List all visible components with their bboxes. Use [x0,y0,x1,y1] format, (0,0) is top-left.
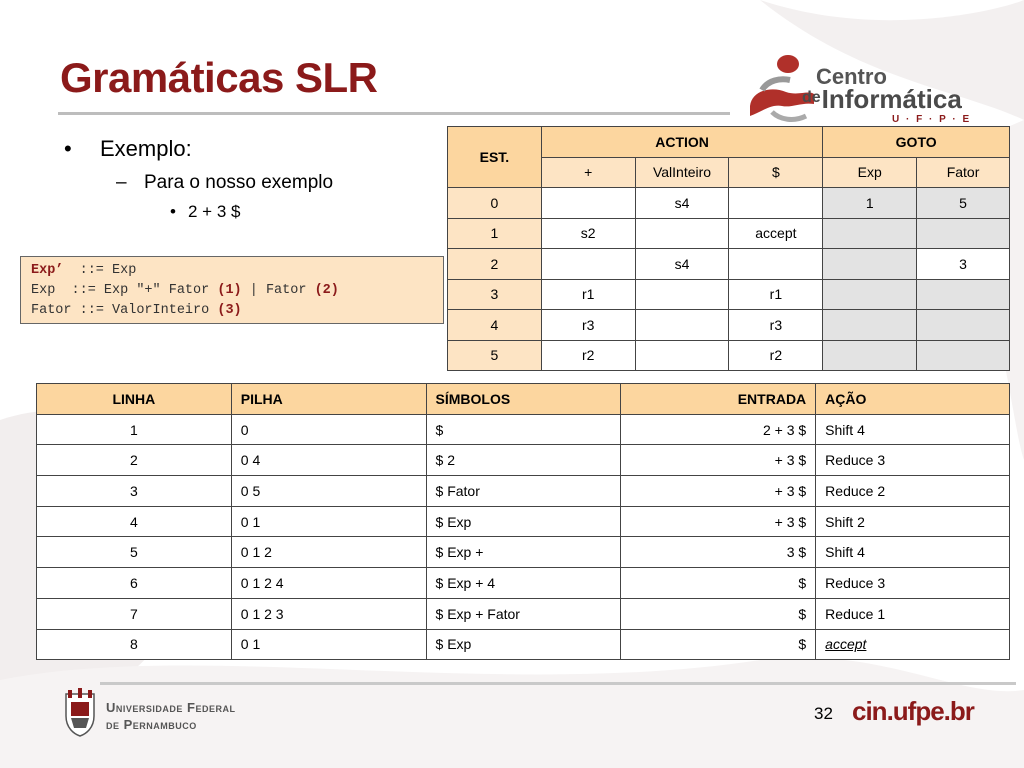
parse-table-row [448,249,1010,280]
state-cell: 1 [448,218,542,249]
ufpe-name-line2: de Pernambuco [106,717,197,732]
title-divider [58,112,730,115]
slide-title: Gramáticas SLR [60,54,378,101]
simbolos-cell: $ Exp [426,506,621,537]
action-cell: s4 [635,249,729,280]
ufpe-name [106,699,235,733]
goto-col-fator: Fator [917,157,1010,188]
simbolos-cell: $ Fator [426,476,621,507]
goto-cell [917,279,1010,310]
action-cell [635,310,729,341]
state-cell: 2 [448,249,542,280]
state-cell: 0 [448,188,542,219]
goto-cell [823,340,917,371]
state-cell: 3 [448,279,542,310]
entrada-cell: + 3 $ [621,506,816,537]
action-cell [541,249,635,280]
goto-header: GOTO [823,127,1010,158]
logo-de: de [802,89,821,106]
parse-table-header-row [448,127,1010,158]
linha-cell: 3 [37,476,232,507]
goto-cell [823,249,917,280]
trace-header-row [37,384,1010,415]
simbolos-cell: $ Exp [426,629,621,660]
trace-row [37,506,1010,537]
grammar-lhs-2: Exp [31,283,72,298]
site-url: cin.ufpe.br [852,696,974,726]
ufpe-emblem-icon [60,688,100,738]
action-cell: s4 [635,188,729,219]
pilha-cell: 0 1 [231,506,426,537]
acao-cell: Reduce 2 [816,476,1010,507]
parse-table-row [448,188,1010,219]
ufpe-name-line1: Universidade Federal [106,700,236,715]
action-col-dollar: $ [729,157,823,188]
parse-table-row [448,279,1010,310]
acao-cell [816,629,1010,660]
grammar-rule-3 [31,301,443,321]
grammar-lhs-1: Exp’ [31,263,64,278]
state-cell: 4 [448,310,542,341]
simbolos-cell: $ [426,414,621,445]
simbolos-cell: $ Exp + 4 [426,568,621,599]
header-linha: LINHA [37,384,232,415]
action-cell [541,188,635,219]
action-cell: r1 [541,279,635,310]
est-header: EST. [448,127,542,188]
trace-row [37,476,1010,507]
goto-cell [917,310,1010,341]
entrada-cell: + 3 $ [621,445,816,476]
trace-row [37,629,1010,660]
slr-parse-table [447,126,1010,371]
pilha-cell: 0 5 [231,476,426,507]
trace-row [37,537,1010,568]
logo-line-centro: Centro [816,64,887,89]
parse-table-row [448,218,1010,249]
grammar-rhs-1: ::= Exp [79,263,137,278]
action-cell: r3 [729,310,823,341]
footer-divider [100,682,1016,685]
linha-cell: 1 [37,414,232,445]
action-cell: accept [729,218,823,249]
goto-cell [823,218,917,249]
goto-cell [823,310,917,341]
simbolos-cell: $ Exp + Fator [426,598,621,629]
acao-cell: Reduce 3 [816,568,1010,599]
logo-informatica: Informática [821,84,962,114]
linha-cell: 7 [37,598,232,629]
simbolos-cell: $ Exp + [426,537,621,568]
entrada-cell: $ [621,568,816,599]
grammar-rule-1 [31,261,443,281]
action-cell: r2 [541,340,635,371]
header-entrada: ENTRADA [621,384,816,415]
bullet-list [60,132,333,222]
trace-row [37,598,1010,629]
pilha-cell: 0 [231,414,426,445]
trace-row [37,414,1010,445]
page-number: 32 [814,704,833,723]
parse-table-row [448,340,1010,371]
linha-cell: 6 [37,568,232,599]
acao-cell: Reduce 3 [816,445,1010,476]
trace-row [37,445,1010,476]
grammar-tag-3: (3) [217,303,242,318]
action-cell [635,279,729,310]
simbolos-cell: $ 2 [426,445,621,476]
grammar-tag-1: (1) [217,283,242,298]
goto-cell [917,218,1010,249]
cin-logo [742,50,972,130]
action-cell: r3 [541,310,635,341]
action-cell: r1 [729,279,823,310]
bullet-level3: • 2 + 3 $ [60,202,333,222]
action-cell: r2 [729,340,823,371]
acao-cell: Reduce 1 [816,598,1010,629]
goto-cell [823,279,917,310]
action-cell: s2 [541,218,635,249]
entrada-cell: 3 $ [621,537,816,568]
pilha-cell: 0 1 2 4 [231,568,426,599]
pilha-cell: 0 4 [231,445,426,476]
pilha-cell: 0 1 2 3 [231,598,426,629]
grammar-rhs-2a: ::= Exp "+" Fator [71,283,218,298]
linha-cell: 4 [37,506,232,537]
parse-table-row [448,310,1010,341]
goto-cell: 1 [823,188,917,219]
pilha-cell: 0 1 2 [231,537,426,568]
header-acao: AÇÃO [816,384,1010,415]
grammar-rhs-2b: | Fator [241,283,315,298]
goto-cell [917,340,1010,371]
goto-col-exp: Exp [823,157,917,188]
linha-cell: 8 [37,629,232,660]
action-cell [729,188,823,219]
grammar-tag-2: (2) [314,283,339,298]
linha-cell: 5 [37,537,232,568]
action-cell [635,218,729,249]
grammar-rhs-3: ::= ValorInteiro [71,303,218,318]
action-col-valinteiro: ValInteiro [635,157,729,188]
logo-line-informatica [802,84,962,115]
header-pilha: PILHA [231,384,426,415]
entrada-cell: + 3 $ [621,476,816,507]
action-header: ACTION [541,127,823,158]
acao-cell: Shift 4 [816,414,1010,445]
logo-line-ufpe: U · F · P · E [892,114,972,125]
goto-cell: 5 [917,188,1010,219]
trace-row [37,568,1010,599]
entrada-cell: 2 + 3 $ [621,414,816,445]
acao-cell: Shift 2 [816,506,1010,537]
grammar-box [20,256,444,324]
state-cell: 5 [448,340,542,371]
action-cell [729,249,823,280]
action-cell [635,340,729,371]
header-simbolos: SÍMBOLOS [426,384,621,415]
bullet-level2: – Para o nosso exemplo [60,172,333,194]
acao-cell: Shift 4 [816,537,1010,568]
accept-text: accept [825,636,867,653]
pilha-cell: 0 1 [231,629,426,660]
linha-cell: 2 [37,445,232,476]
grammar-rule-2 [31,281,443,301]
grammar-lhs-3: Fator [31,303,72,318]
entrada-cell: $ [621,629,816,660]
parse-trace-table [36,383,1010,660]
bullet-level1: • Exemplo: [60,136,333,162]
goto-cell: 3 [917,249,1010,280]
action-col-plus: + [541,157,635,188]
entrada-cell: $ [621,598,816,629]
